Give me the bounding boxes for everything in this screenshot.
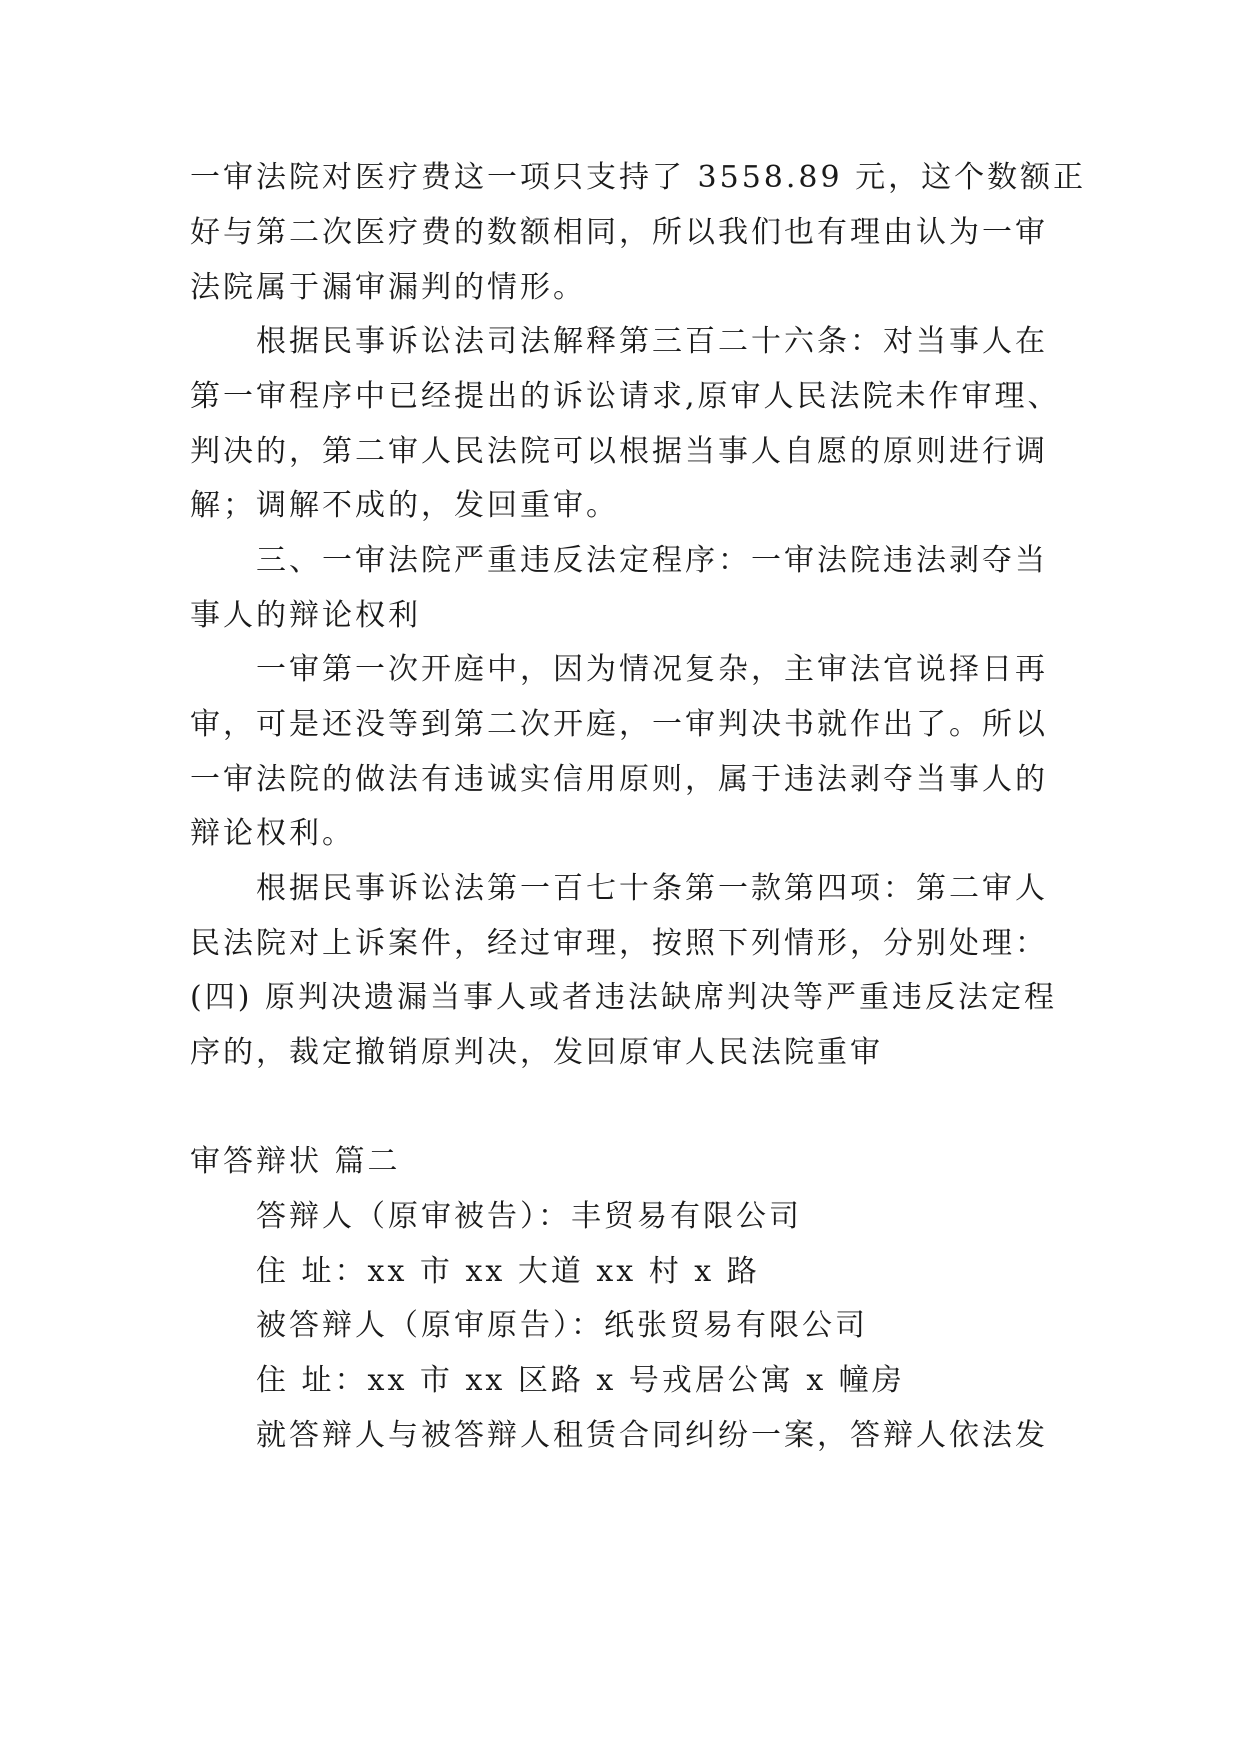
paragraph-line: 一审法院的做法有违诚实信用原则，属于违法剥夺当事人的 — [190, 762, 1048, 797]
paragraph-line: 一审法院对医疗费这一项只支持了 3558.89 元，这个数额正 — [190, 160, 1087, 195]
paragraph-line: 序的，裁定撤销原判决，发回原审人民法院重审 — [190, 1035, 883, 1070]
paragraph-line: 好与第二次医疗费的数额相同，所以我们也有理由认为一审 — [190, 215, 1048, 250]
section-title: 审答辩状 篇二 — [190, 1144, 401, 1179]
paragraph-line: (四) 原判决遗漏当事人或者违法缺席判决等严重违反法定程 — [190, 980, 1057, 1015]
paragraph-line: 辩论权利。 — [190, 816, 355, 851]
paragraph-line: 判决的，第二审人民法院可以根据当事人自愿的原则进行调 — [190, 434, 1048, 469]
paragraph-line: 就答辩人与被答辩人租赁合同纠纷一案，答辩人依法发 — [256, 1418, 1048, 1453]
paragraph-line: 民法院对上诉案件，经过审理，按照下列情形，分别处理： — [190, 926, 1048, 961]
section-heading-line: 三、一审法院严重违反法定程序：一审法院违法剥夺当 — [256, 543, 1048, 578]
paragraph-line: 解；调解不成的，发回重审。 — [190, 488, 619, 523]
paragraph-line: 根据民事诉讼法第一百七十条第一款第四项：第二审人 — [256, 871, 1048, 906]
appellee-line: 被答辩人（原审原告）：纸张贸易有限公司 — [256, 1308, 868, 1343]
respondent-line: 答辩人（原审被告）：丰贸易有限公司 — [256, 1199, 802, 1234]
section-heading-line: 事人的辩论权利 — [190, 598, 421, 633]
paragraph-line: 审，可是还没等到第二次开庭，一审判决书就作出了。所以 — [190, 707, 1048, 742]
paragraph-line: 法院属于漏审漏判的情形。 — [190, 270, 586, 305]
paragraph-line: 第一审程序中已经提出的诉讼请求,原审人民法院未作审理、 — [190, 379, 1061, 414]
paragraph-line: 根据民事诉讼法司法解释第三百二十六条：对当事人在 — [256, 324, 1048, 359]
respondent-address-line: 住 址：xx 市 xx 大道 xx 村 x 路 — [256, 1254, 760, 1289]
paragraph-line: 一审第一次开庭中，因为情况复杂，主审法官说择日再 — [256, 652, 1048, 687]
appellee-address-line: 住 址：xx 市 xx 区路 x 号戎居公寓 x 幢房 — [256, 1363, 905, 1398]
